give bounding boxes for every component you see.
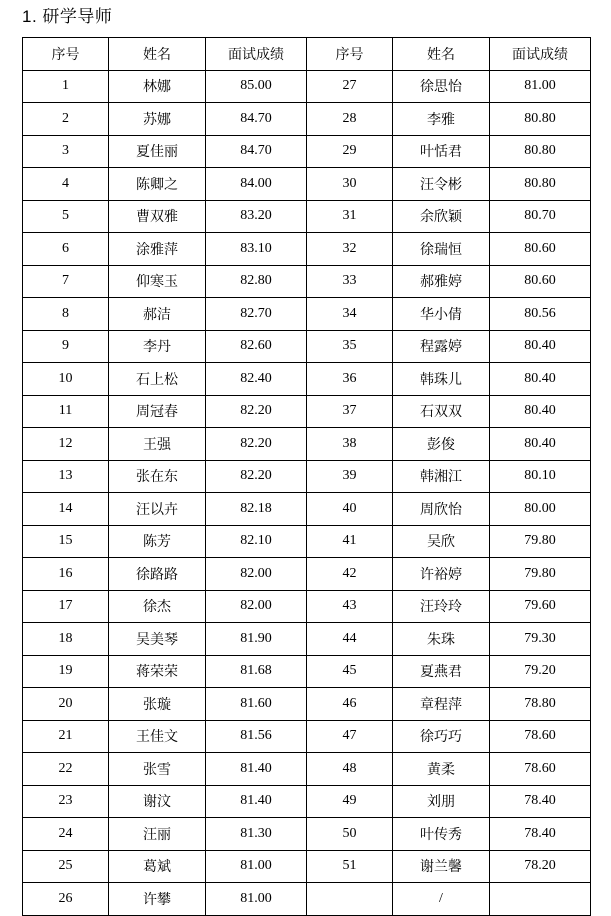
cell-index-left: 12: [23, 428, 109, 461]
cell-name-left: 张在东: [109, 460, 206, 493]
cell-index-left: 21: [23, 720, 109, 753]
cell-index-left: 6: [23, 233, 109, 266]
cell-index-left: 5: [23, 200, 109, 233]
table-row: [23, 233, 591, 266]
cell-index-right: 35: [307, 330, 393, 363]
cell-name-left: 徐杰: [109, 590, 206, 623]
cell-index-right: 40: [307, 493, 393, 526]
cell-score-right: 80.80: [490, 103, 591, 136]
cell-name-right: 徐巧巧: [393, 720, 490, 753]
cell-index-left: 15: [23, 525, 109, 558]
cell-index-left: 1: [23, 70, 109, 103]
cell-name-right: 周欣怡: [393, 493, 490, 526]
cell-score-right: 80.40: [490, 363, 591, 396]
cell-index-right: 30: [307, 168, 393, 201]
cell-index-left: 16: [23, 558, 109, 591]
cell-index-right: 41: [307, 525, 393, 558]
cell-score-left: 81.40: [206, 785, 307, 818]
cell-name-right: 程露婷: [393, 330, 490, 363]
cell-name-left: 夏佳丽: [109, 135, 206, 168]
cell-name-left: 许攀: [109, 883, 206, 916]
column-header-index-right: 序号: [307, 38, 393, 71]
table-row: [23, 395, 591, 428]
cell-score-right: 80.80: [490, 168, 591, 201]
cell-score-right: 78.40: [490, 818, 591, 851]
cell-name-left: 石上松: [109, 363, 206, 396]
table-row: [23, 720, 591, 753]
cell-score-left: 85.00: [206, 70, 307, 103]
cell-name-right: 谢兰馨: [393, 850, 490, 883]
cell-name-right: 叶传秀: [393, 818, 490, 851]
cell-name-right: 叶恬君: [393, 135, 490, 168]
table-row: [23, 70, 591, 103]
cell-score-right: 80.40: [490, 428, 591, 461]
cell-score-left: 82.00: [206, 590, 307, 623]
cell-index-left: 7: [23, 265, 109, 298]
cell-index-left: 14: [23, 493, 109, 526]
cell-name-left: 周冠春: [109, 395, 206, 428]
cell-score-left: 82.60: [206, 330, 307, 363]
cell-index-right: 43: [307, 590, 393, 623]
cell-index-right: 51: [307, 850, 393, 883]
cell-score-right: 80.40: [490, 330, 591, 363]
cell-score-right: 80.56: [490, 298, 591, 331]
cell-index-left: 2: [23, 103, 109, 136]
cell-score-right: 80.00: [490, 493, 591, 526]
cell-name-right: 刘朋: [393, 785, 490, 818]
cell-name-left: 李丹: [109, 330, 206, 363]
cell-score-left: 81.56: [206, 720, 307, 753]
cell-name-left: 王强: [109, 428, 206, 461]
cell-name-right: 彭俊: [393, 428, 490, 461]
cell-index-right: 36: [307, 363, 393, 396]
cell-name-left: 林娜: [109, 70, 206, 103]
table-row: [23, 623, 591, 656]
cell-index-right: 42: [307, 558, 393, 591]
cell-score-right: 79.20: [490, 655, 591, 688]
cell-index-left: 8: [23, 298, 109, 331]
cell-index-right: 37: [307, 395, 393, 428]
cell-name-left: 苏娜: [109, 103, 206, 136]
table-row: [23, 103, 591, 136]
cell-score-right: 79.80: [490, 525, 591, 558]
table-row: [23, 590, 591, 623]
table-row: [23, 200, 591, 233]
cell-index-right: 33: [307, 265, 393, 298]
cell-index-left: 23: [23, 785, 109, 818]
cell-score-left: 82.20: [206, 395, 307, 428]
cell-score-left: 82.70: [206, 298, 307, 331]
table-row: [23, 785, 591, 818]
cell-index-left: 9: [23, 330, 109, 363]
cell-score-right: 80.80: [490, 135, 591, 168]
cell-score-left: 81.40: [206, 753, 307, 786]
cell-index-right: 45: [307, 655, 393, 688]
cell-score-right: 80.60: [490, 233, 591, 266]
column-header-name-left: 姓名: [109, 38, 206, 71]
cell-score-left: 81.00: [206, 883, 307, 916]
cell-index-right: 46: [307, 688, 393, 721]
cell-index-left: 22: [23, 753, 109, 786]
cell-score-left: 82.80: [206, 265, 307, 298]
table-row: [23, 168, 591, 201]
cell-score-right: 78.80: [490, 688, 591, 721]
cell-name-right: 黄柔: [393, 753, 490, 786]
cell-score-right: 80.70: [490, 200, 591, 233]
cell-name-right: 章程萍: [393, 688, 490, 721]
cell-index-left: 10: [23, 363, 109, 396]
cell-index-right-empty: [307, 883, 393, 916]
cell-name-right: 徐瑞恒: [393, 233, 490, 266]
cell-index-right: 47: [307, 720, 393, 753]
cell-name-left: 谢汶: [109, 785, 206, 818]
cell-score-left: 82.20: [206, 428, 307, 461]
table-row: [23, 558, 591, 591]
cell-name-right: 韩湘江: [393, 460, 490, 493]
cell-name-left: 仰寒玉: [109, 265, 206, 298]
cell-index-right: 29: [307, 135, 393, 168]
cell-index-right: 31: [307, 200, 393, 233]
cell-name-right: 李雅: [393, 103, 490, 136]
cell-index-right: 50: [307, 818, 393, 851]
table-row: [23, 655, 591, 688]
cell-name-left: 郝洁: [109, 298, 206, 331]
table-row: [23, 850, 591, 883]
cell-name-right: 余欣颖: [393, 200, 490, 233]
cell-name-left: 张雪: [109, 753, 206, 786]
cell-name-right: 汪令彬: [393, 168, 490, 201]
cell-name-right: 朱珠: [393, 623, 490, 656]
table-row: [23, 493, 591, 526]
table-row: [23, 753, 591, 786]
column-header-name-right: 姓名: [393, 38, 490, 71]
cell-name-left: 汪以卉: [109, 493, 206, 526]
column-header-score-left: 面试成绩: [206, 38, 307, 71]
cell-score-left: 82.10: [206, 525, 307, 558]
cell-index-left: 24: [23, 818, 109, 851]
cell-score-right-empty: [490, 883, 591, 916]
cell-score-right: 80.40: [490, 395, 591, 428]
cell-score-left: 82.20: [206, 460, 307, 493]
table-row: [23, 330, 591, 363]
cell-score-left: 81.60: [206, 688, 307, 721]
table-body: [23, 70, 591, 915]
table-row: [23, 688, 591, 721]
cell-score-right: 78.60: [490, 753, 591, 786]
cell-score-left: 82.00: [206, 558, 307, 591]
cell-index-left: 19: [23, 655, 109, 688]
cell-score-right: 79.60: [490, 590, 591, 623]
table-row: [23, 265, 591, 298]
table-row: [23, 460, 591, 493]
cell-index-left: 17: [23, 590, 109, 623]
cell-index-right: 49: [307, 785, 393, 818]
cell-name-right: 许裕婷: [393, 558, 490, 591]
column-header-index-left: 序号: [23, 38, 109, 71]
cell-index-left: 25: [23, 850, 109, 883]
cell-score-left: 83.10: [206, 233, 307, 266]
cell-score-right: 78.40: [490, 785, 591, 818]
cell-score-left: 84.00: [206, 168, 307, 201]
cell-name-left: 吴美琴: [109, 623, 206, 656]
cell-name-left: 汪丽: [109, 818, 206, 851]
cell-name-left: 蒋荣荣: [109, 655, 206, 688]
cell-score-left: 81.00: [206, 850, 307, 883]
cell-name-left: 陈卿之: [109, 168, 206, 201]
cell-score-right: 80.10: [490, 460, 591, 493]
cell-score-right: 81.00: [490, 70, 591, 103]
cell-index-left: 11: [23, 395, 109, 428]
cell-index-left: 20: [23, 688, 109, 721]
cell-score-left: 84.70: [206, 103, 307, 136]
cell-index-left: 18: [23, 623, 109, 656]
cell-name-right: 郝雅婷: [393, 265, 490, 298]
cell-score-right: 79.30: [490, 623, 591, 656]
table-row: [23, 525, 591, 558]
cell-index-right: 44: [307, 623, 393, 656]
table-row: [23, 298, 591, 331]
cell-name-right: 夏燕君: [393, 655, 490, 688]
cell-index-right: 27: [307, 70, 393, 103]
cell-index-right: 39: [307, 460, 393, 493]
cell-index-left: 26: [23, 883, 109, 916]
table-row: [23, 363, 591, 396]
cell-name-right: 韩珠儿: [393, 363, 490, 396]
table-head: [23, 38, 591, 71]
cell-name-left: 徐路路: [109, 558, 206, 591]
page-title: 1. 研学导师: [22, 7, 113, 26]
cell-score-left: 82.18: [206, 493, 307, 526]
table-header-row: [23, 38, 591, 71]
cell-placeholder-slash: /: [393, 883, 490, 916]
cell-score-right: 80.60: [490, 265, 591, 298]
cell-index-left: 4: [23, 168, 109, 201]
table-row: [23, 135, 591, 168]
table-row: [23, 428, 591, 461]
table-row: [23, 883, 591, 916]
column-header-score-right: 面试成绩: [490, 38, 591, 71]
cell-score-left: 81.90: [206, 623, 307, 656]
cell-score-left: 81.68: [206, 655, 307, 688]
cell-score-left: 84.70: [206, 135, 307, 168]
cell-name-right: 华小倩: [393, 298, 490, 331]
cell-index-right: 32: [307, 233, 393, 266]
cell-name-right: 吴欣: [393, 525, 490, 558]
cell-name-right: 石双双: [393, 395, 490, 428]
cell-name-left: 张璇: [109, 688, 206, 721]
cell-score-left: 81.30: [206, 818, 307, 851]
cell-index-right: 38: [307, 428, 393, 461]
cell-score-right: 79.80: [490, 558, 591, 591]
cell-index-left: 3: [23, 135, 109, 168]
cell-name-left: 葛斌: [109, 850, 206, 883]
cell-name-left: 陈芳: [109, 525, 206, 558]
cell-name-right: 徐思怡: [393, 70, 490, 103]
cell-score-right: 78.60: [490, 720, 591, 753]
cell-name-left: 王佳文: [109, 720, 206, 753]
cell-name-left: 曹双雅: [109, 200, 206, 233]
cell-index-left: 13: [23, 460, 109, 493]
cell-name-left: 涂雅萍: [109, 233, 206, 266]
cell-score-left: 82.40: [206, 363, 307, 396]
interview-scores-table: [22, 37, 591, 916]
cell-index-right: 34: [307, 298, 393, 331]
cell-index-right: 48: [307, 753, 393, 786]
cell-name-right: 汪玲玲: [393, 590, 490, 623]
cell-score-right: 78.20: [490, 850, 591, 883]
table-row: [23, 818, 591, 851]
cell-index-right: 28: [307, 103, 393, 136]
cell-score-left: 83.20: [206, 200, 307, 233]
